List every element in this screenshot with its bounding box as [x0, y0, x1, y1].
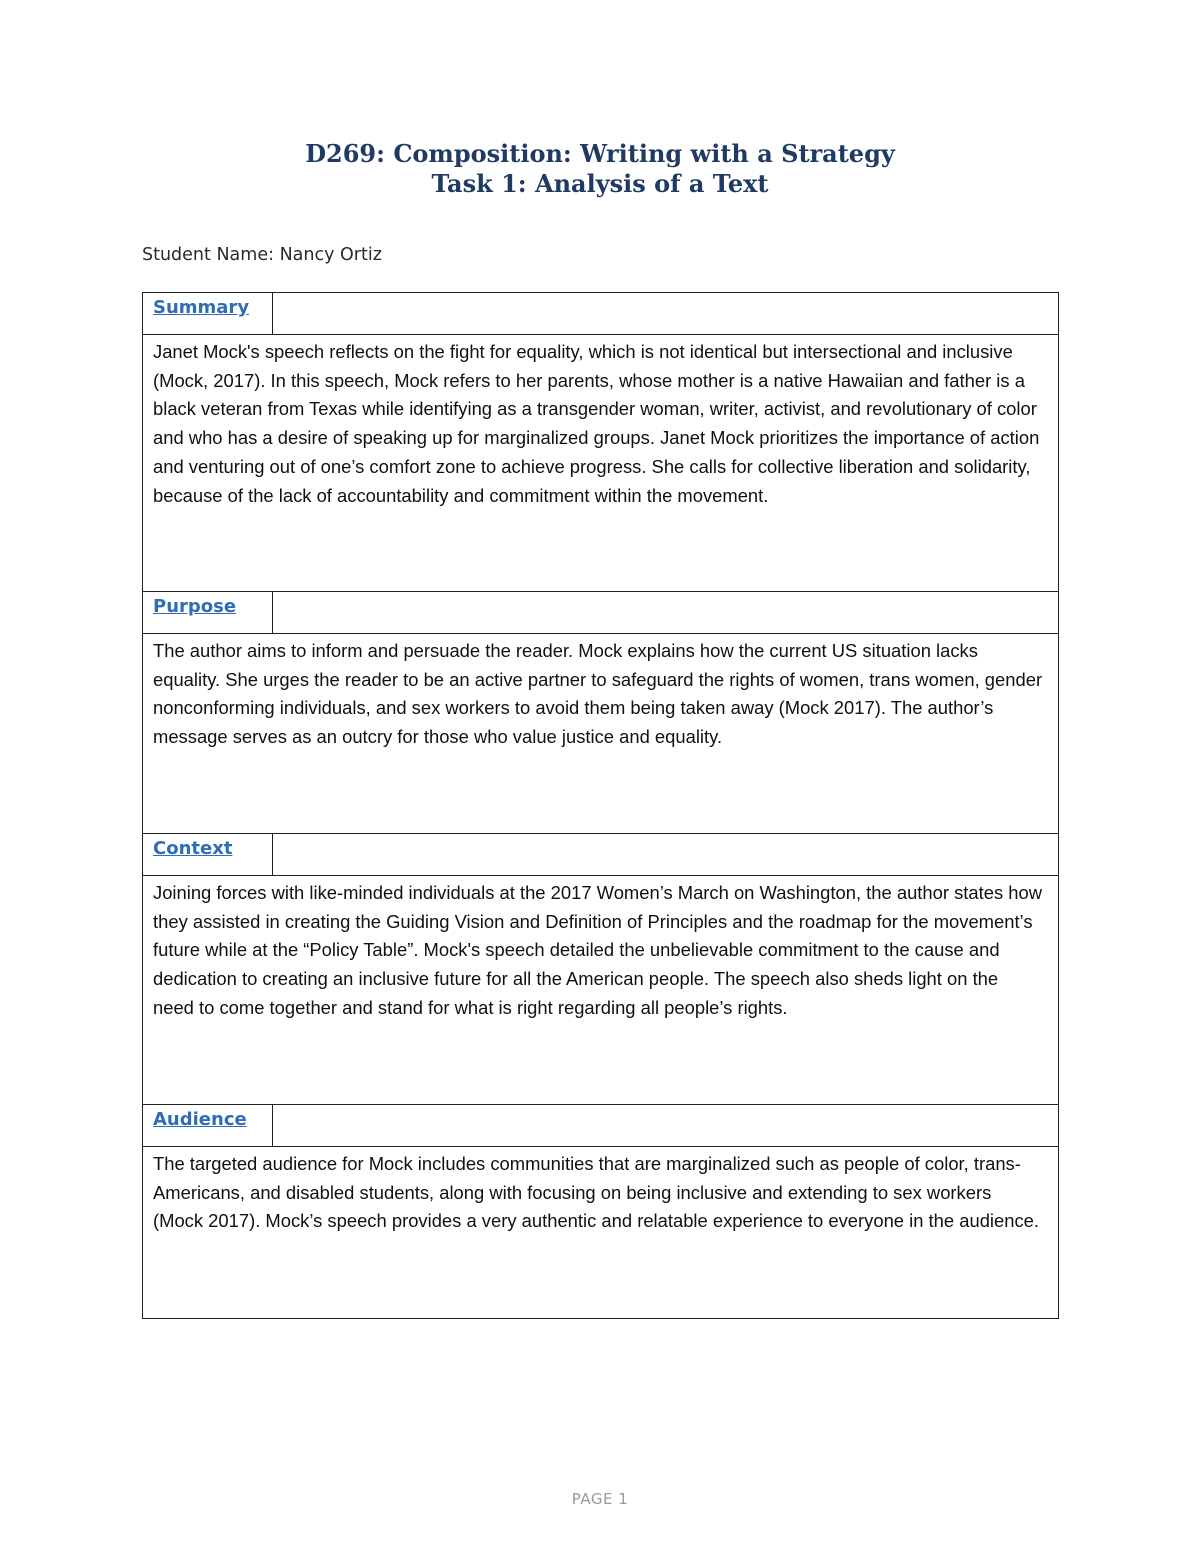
summary-label-cell	[143, 293, 273, 334]
audience-body: The targeted audience for Mock includes communities that are marginalized such as people of color, trans-Americans, and disabled students, along with focusing on being inclusive and extending to sex workers (Mock 2017). Mock’s speech provides a very authentic and relatable experience to everyone in the audience.	[153, 1153, 1039, 1232]
context-label-cell	[143, 834, 273, 875]
summary-label[interactable]: Summary	[153, 297, 250, 318]
analysis-table	[142, 292, 1059, 1319]
summary-header-empty-cell	[273, 293, 1058, 334]
title-line-1: D269: Composition: Writing with a Strategy	[305, 139, 895, 168]
student-name-label: Student Name:	[142, 245, 274, 265]
context-header-row	[143, 834, 1058, 876]
purpose-label-cell	[143, 592, 273, 633]
context-header-empty-cell	[273, 834, 1058, 875]
audience-header-empty-cell	[273, 1105, 1058, 1146]
context-label[interactable]: Context	[153, 838, 233, 859]
purpose-body: The author aims to inform and persuade the reader. Mock explains how the current US situation lacks equality. She urges the reader to be an active partner to safeguard the rights of women, trans women, gender nonconforming individuals, and sex workers to avoid them being taken away (Mock 2017). The author’s message serves as an outcry for those who value justice and equality.	[143, 634, 1058, 834]
audience-label-cell	[143, 1105, 273, 1146]
purpose-header-row	[143, 592, 1058, 634]
summary-body: Janet Mock's speech reflects on the fight for equality, which is not identical but intersectional and inclusive (Mock, 2017). In this speech, Mock refers to her parents, whose mother is a native Hawaiian and father is a black veteran from Texas while identifying as a transgender woman, writer, activist, and revolutionary of color and who has a desire of speaking up for marginalized groups. Janet Mock prioritizes the importance of action and venturing out of one’s comfort zone to achieve progress. She calls for collective liberation and solidarity, because of the lack of accountability and commitment within the movement.	[143, 335, 1058, 592]
document-title	[0, 139, 1200, 199]
purpose-header-empty-cell	[273, 592, 1058, 633]
context-body: Joining forces with like-minded individuals at the 2017 Women’s March on Washington, the author states how they assisted in creating the Guiding Vision and Definition of Principles and the roadmap for the movement’s future while at the “Policy Table”. Mock's speech detailed the unbelievable commitment to the cause and dedication to creating an inclusive future for all the American people. The speech also sheds light on the need to come together and stand for what is right regarding all people’s rights.	[143, 876, 1058, 1105]
title-line-2: Task 1: Analysis of a Text	[431, 169, 769, 198]
student-name-line	[142, 245, 382, 265]
student-name-value: Nancy Ortiz	[279, 245, 382, 265]
summary-header-row	[143, 293, 1058, 335]
page-number: PAGE 1	[571, 1490, 629, 1508]
audience-header-row	[143, 1105, 1058, 1147]
purpose-label[interactable]: Purpose	[153, 596, 237, 617]
audience-label[interactable]: Audience	[153, 1109, 247, 1130]
